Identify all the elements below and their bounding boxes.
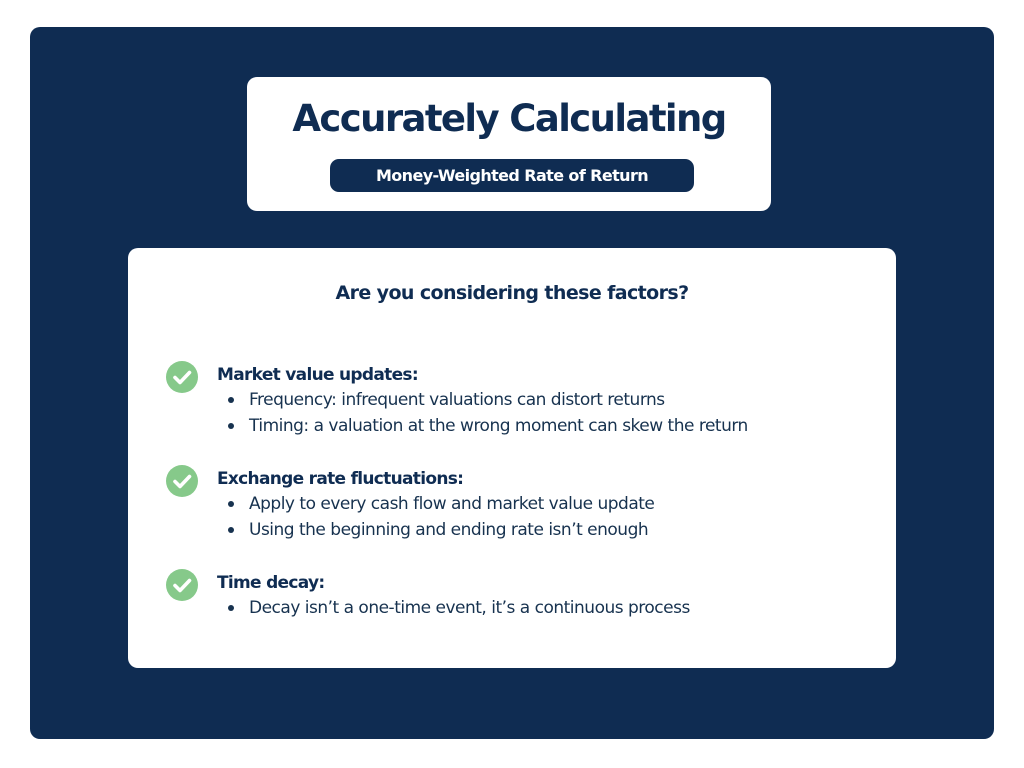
- subtitle-badge: Money-Weighted Rate of Return: [330, 159, 694, 192]
- factor-title: Market value updates:: [217, 365, 418, 385]
- factor-title: Exchange rate fluctuations:: [217, 469, 464, 489]
- factors-card: [128, 248, 896, 668]
- list-item-text: Frequency: infrequent valuations can distort returns: [249, 390, 665, 410]
- bullet-dot: [228, 527, 234, 533]
- list-item-text: Decay isn’t a one-time event, it’s a continuous process: [249, 598, 690, 618]
- factors-heading: Are you considering these factors?: [335, 282, 689, 304]
- check-circle-icon: [166, 569, 198, 601]
- list-item-text: Using the beginning and ending rate isn’t enough: [249, 520, 649, 540]
- factor-title: Time decay:: [217, 573, 325, 593]
- bullet-dot: [228, 605, 234, 611]
- check-circle-icon: [166, 465, 198, 497]
- page-title: Accurately Calculating: [292, 97, 726, 140]
- bullet-dot: [228, 423, 234, 429]
- list-item-text: Timing: a valuation at the wrong moment can skew the return: [249, 416, 748, 436]
- bullet-dot: [228, 501, 234, 507]
- bullet-dot: [228, 397, 234, 403]
- list-item-text: Apply to every cash flow and market value update: [249, 494, 655, 514]
- title-card: [247, 77, 771, 211]
- check-circle-icon: [166, 361, 198, 393]
